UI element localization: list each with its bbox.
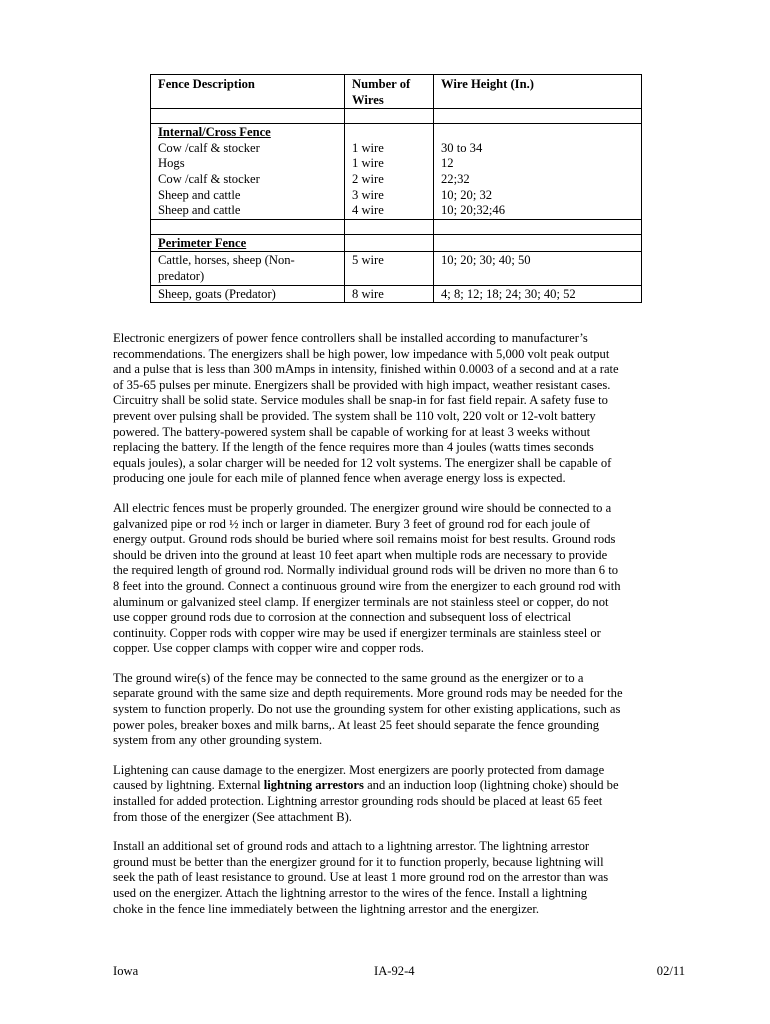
table-row: Cow /calf & stocker (158, 140, 260, 155)
wires-value: 8 wire (345, 285, 434, 303)
wires-value: 5 wire (345, 252, 434, 285)
section-title-internal: Internal/Cross Fence (158, 125, 271, 140)
table-section-perimeter-title (151, 234, 642, 252)
height-value: 10; 20; 30; 40; 50 (434, 252, 642, 285)
bold-term-lightning-arrestors: lightning arrestors (263, 778, 364, 793)
wires-value: 3 wire (352, 187, 384, 202)
table-section-internal (151, 124, 642, 220)
height-value: 12 (441, 156, 454, 171)
fence-specification-table (150, 74, 642, 303)
wires-value: 2 wire (352, 171, 384, 186)
height-value: 10; 20;32;46 (441, 203, 506, 218)
footer-state: Iowa (113, 964, 139, 978)
paragraph-lightning: Lightening can cause damage to the energizer. Most energizers are poorly protected from damage caused by lightning. External lightning arrestors and an induction loop (lightning choke) should be installed for added protection. Lightning arrestor grounding rods should be placed at least 65 feet from those of the energizer (See attachment B). (113, 762, 619, 824)
footer-code: IA-92-4 (374, 964, 415, 978)
page-footer (113, 964, 685, 980)
table-row: Sheep and cattle (158, 187, 241, 202)
wires-value: 1 wire (352, 140, 384, 155)
paragraph-arrestor: Install an additional set of ground rods and attach to a lightning arrestor. The lightning arrestor ground must be better than the energizer ground for it to function properly, because lightning will seek the path of least resistance to ground. Use at least 1 more ground rod on the arrestor than was used on the energizer. Attach the lightning arrestor to the wires of the fence. Install a lightning choke in the fence line immediately between the lightning arrestor and the energizer. (113, 839, 609, 916)
header-number-of-wires: Number of Wires (345, 75, 434, 109)
row-description: Cattle, horses, sheep (Non-predator) (151, 252, 345, 285)
header-fence-description: Fence Description (151, 75, 345, 109)
paragraph-grounding: All electric fences must be properly grounded. The energizer ground wire should be connected to a galvanized pipe or rod ½ inch or larger in diameter. Bury 3 feet of ground rod for each joule of energy output. Ground rods should be buried where soil remains moist for best results. Ground rods should be driven into the ground at least 10 feet apart when multiple rods are necessary to provide the required length of ground rod. Normally individual ground rods will be driven no more than 6 to 8 feet into the ground. Connect a continuous ground wire from the energizer to each ground rod with aluminum or galvanized steel clamp. If energizer terminals are not stainless steel or copper, do not use copper ground rods due to corrosion at the connection and subsequent loss of electrical continuity. Copper rods with copper wire may be used if energizer terminals are stainless steel or copper. Use copper clamps with copper wire and copper rods. (113, 500, 621, 656)
footer-date: 02/11 (656, 964, 685, 978)
table-row: Cow /calf & stocker (158, 171, 260, 186)
height-value: 4; 8; 12; 18; 24; 30; 40; 52 (434, 285, 642, 303)
height-value: 22;32 (441, 171, 470, 186)
body-text (113, 331, 685, 931)
table-row: Sheep and cattle (158, 203, 241, 218)
table-spacer-row (151, 109, 642, 124)
section-title-perimeter: Perimeter Fence (158, 235, 247, 250)
height-value: 30 to 34 (441, 140, 483, 155)
header-wire-height: Wire Height (In.) (434, 75, 642, 109)
table-row: Hogs (158, 156, 185, 171)
height-value: 10; 20; 32 (441, 187, 493, 202)
row-description: Sheep, goats (Predator) (151, 285, 345, 303)
paragraph-energizers: Electronic energizers of power fence controllers shall be installed according to manufacturer’s recommendations. The energizers shall be high power, low impedance with 5,000 volt peak output and a pulse that is less than 300 mAmps in intensity, finished within 0.0003 of a second and at a rate of 35-65 pulses per minute. Energizers shall be provided with high impact, weather resistant cases. Circuitry shall be solid state. Service modules shall be snap-in for fast field repair. A safety fuse to prevent over pulsing shall be provided. The system shall be 110 volt, 220 volt or 12-volt battery powered. The battery-powered system shall be capable of working for at least 3 weeks without replacing the battery. If the length of the fence requires more than 4 joules (watts times seconds equals joules), a solar charger will be needed for 12 volt systems. The energizer shall be capable of producing one joule for each mile of planned fence when average energy loss is expected. (113, 331, 619, 486)
table-row (151, 252, 642, 285)
table-header-row (151, 75, 642, 109)
wires-value: 4 wire (352, 203, 384, 218)
table-row (151, 285, 642, 303)
table-spacer-row (151, 219, 642, 234)
wires-value: 1 wire (352, 156, 384, 171)
paragraph-ground-wire: The ground wire(s) of the fence may be connected to the same ground as the energizer or to a separate ground with the same size and depth requirements. More ground rods may be needed for the system to function properly. Do not use the grounding system for other existing applications, such as power poles, breaker boxes and milk barns,. At least 25 feet should separate the fence grounding system from any other grounding system. (113, 670, 623, 748)
